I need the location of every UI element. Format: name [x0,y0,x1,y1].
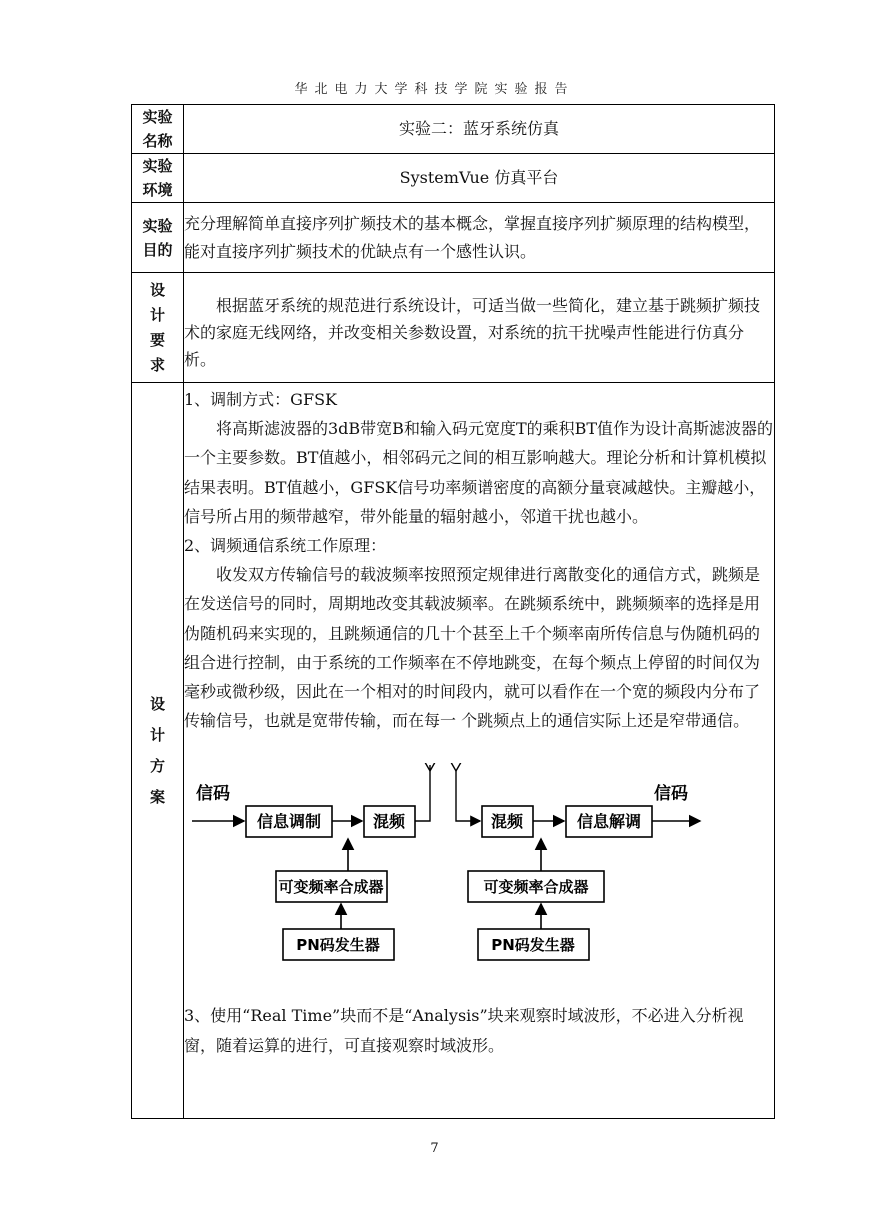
diagram-output-label: 信码 [654,784,688,805]
page-header: 华北电力大学科技学院实验报告 [294,82,575,97]
report-table [131,104,775,1119]
design-requirement-cell [184,273,775,383]
design-plan-cell [184,383,775,1119]
page-number: 7 [430,1141,439,1156]
row-experiment-name [132,105,775,154]
tx-synthesizer-label: 可变频率合成器 [278,878,384,897]
label-experiment-name: 实验 名称 [132,105,184,154]
frequency-hopping-block-diagram [188,763,708,983]
plan-section-2-body: 收发双方传输信号的载波频率按照预定规律进行离散变化的通信方式，跳频是在发送信号的同时，周期地改变其载波频率。在跳频系统中，跳频频率的选择是用伪随机码来实现的，且跳频通信的几十个甚至上千个频率南所传信息与伪随机码的组合进行控制，由于系统的工作频率在不停地跳变，在每个频点上停留的时间仅为毫秒或微秒级，因此在一个相对的时间段内，就可以看作在一个宽的频段内分布了传输信号，也就是宽带传输，而在每一 个跳频点上的通信实际上还是窄带通信。 [184,565,761,731]
label-experiment-environment: 实验 环境 [132,154,184,203]
label-experiment-purpose: 实验 目的 [132,203,184,273]
label-design-requirement: 设 计 要 求 [132,273,184,383]
rx-mixer-label: 混频 [490,812,524,832]
plan-section-1-body: 将高斯滤波器的3dB带宽B和输入码元宽度T的乘积BT值作为设计高斯滤波器的一个主要参数。BT值越小，相邻码元之间的相互影响越大。理论分析和计算机模拟结果表明。BT值越小，GFSK信号功率频谱密度的高额分量衰减越快。主瓣越小，信号所占用的频带越窄，带外能量的辐射越小，邻道干扰也越小。 [184,419,774,526]
row-design-plan [132,383,775,1119]
design-requirement-text: 根据蓝牙系统的规范进行系统设计，可适当做一些简化，建立基于跳频扩频技术的家庭无线网络，并改变相关参数设置，对系统的抗干扰噪声性能进行仿真分析。 [184,296,761,369]
plan-section-1-title: 1、调制方式：GFSK [184,390,337,409]
rx-pn-generator-label: PN码发生器 [491,936,575,955]
tx-modulator-label: 信息调制 [256,812,322,832]
diagram-input-label: 信码 [196,784,230,805]
experiment-name-value: 实验二：蓝牙系统仿真 [184,105,775,154]
tx-pn-generator-label: PN码发生器 [296,936,380,955]
label-design-plan: 设 计 方 案 [132,383,184,1119]
row-design-requirement [132,273,775,383]
experiment-environment-value: SystemVue 仿真平台 [184,154,775,203]
rx-antenna-feed [456,771,480,821]
row-experiment-environment [132,154,775,203]
rx-synthesizer-label: 可变频率合成器 [483,878,589,897]
rx-demodulator-label: 信息解调 [576,812,642,832]
plan-section-3-text: 3、使用“Real Time”块而不是“Analysis”块来观察时域波形，不必进入分析视窗，随着运算的进行，可直接观察时域波形。 [184,1006,744,1055]
row-experiment-purpose [132,203,775,273]
rx-antenna-icon [448,763,464,771]
experiment-purpose-text: 充分理解简单直接序列扩频技术的基本概念，掌握直接序列扩频原理的结构模型，能对直接序列扩频技术的优缺点有一个感性认识。 [184,203,775,273]
plan-section-2-title: 2、调频通信系统工作原理： [184,536,387,556]
tx-mixer-label: 混频 [372,812,406,832]
tx-antenna-feed [415,765,430,821]
